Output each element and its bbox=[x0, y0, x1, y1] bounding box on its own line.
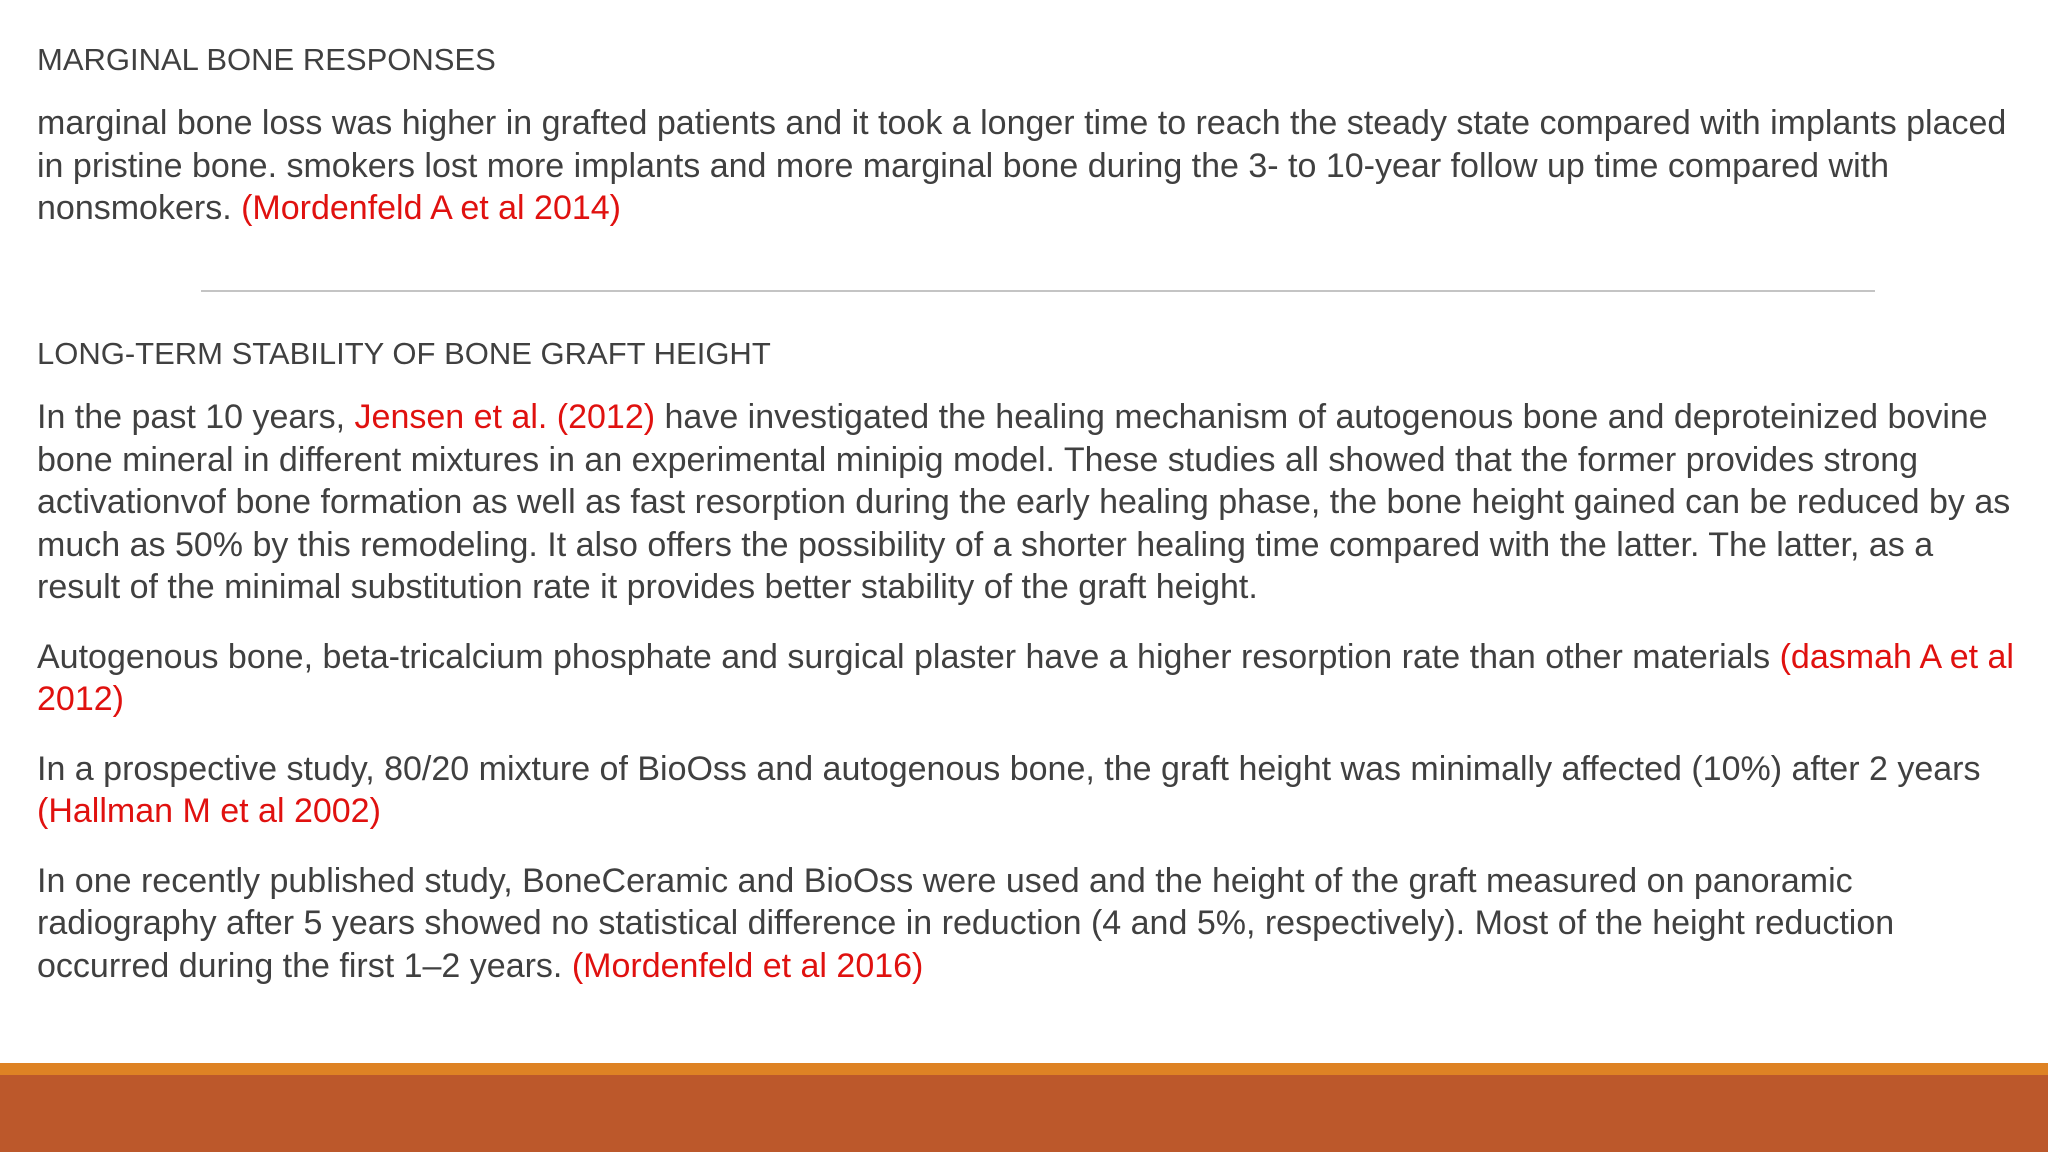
section-heading-marginal-bone: MARGINAL BONE RESPONSES bbox=[37, 42, 496, 77]
paragraph-text: Autogenous bone, beta-tricalcium phosphate and surgical plaster have a higher resorption rate than other materials bbox=[37, 637, 1780, 676]
section-graft-height bbox=[37, 334, 2017, 1014]
paragraph-text-pre: In the past 10 years, bbox=[37, 398, 355, 436]
footer-band bbox=[0, 1075, 2048, 1152]
citation-hallman-2002: (Hallman M et al 2002) bbox=[37, 792, 381, 830]
paragraph-prospective-study bbox=[37, 748, 2017, 833]
section-marginal-bone bbox=[37, 40, 2017, 230]
section-heading-graft-height: LONG-TERM STABILITY OF BONE GRAFT HEIGHT bbox=[37, 336, 771, 371]
citation-dasmah-2012: (dasmah A et al 2012) bbox=[37, 637, 2014, 718]
paragraph-text: In one recently published study, BoneCeramic and BioOss were used and the height of the graft measured on panoramic radiography after 5 years showed no statistical difference in reduction (4 and 5%, respectively). Most of the height reduction occurred during the first 1–2 years. bbox=[37, 861, 1895, 985]
citation-jensen-2012: Jensen et al. (2012) bbox=[354, 398, 656, 436]
section-divider bbox=[201, 290, 1875, 292]
paragraph-jensen bbox=[37, 396, 2017, 609]
citation-mordenfeld-2014: (Mordenfeld A et al 2014) bbox=[241, 189, 622, 227]
paragraph-text-post: have investigated the healing mechanism of autogenous bone and deproteinized bovine bone mineral in different mixtures in an experimental minipig model. These studies all showed that the former provides strong activationvof bone formation as well as fast resorption during the early healing phase, the bone height gained can be reduced by as much as 50% by this remodeling. It also offers the possibility of a shorter healing time compared with the latter. The latter, as a result of the minimal substitution rate it provides better stability of the graft height. bbox=[37, 398, 2011, 606]
paragraph-text: marginal bone loss was higher in grafted patients and it took a longer time to reach the steady state compared with implants placed in pristine bone. smokers lost more implants and more marginal bone during the 3- to 10-year follow up time compared with nonsmokers. bbox=[37, 104, 2007, 227]
footer-accent-stripe bbox=[0, 1063, 2048, 1075]
citation-mordenfeld-2016: (Mordenfeld et al 2016) bbox=[571, 946, 924, 985]
paragraph-boneceramic bbox=[37, 860, 2017, 988]
paragraph-resorption bbox=[37, 636, 2017, 721]
paragraph-marginal-bone bbox=[37, 102, 2017, 230]
paragraph-text: In a prospective study, 80/20 mixture of BioOss and autogenous bone, the graft height was minimally affected (10%) after 2 years bbox=[37, 749, 1981, 788]
